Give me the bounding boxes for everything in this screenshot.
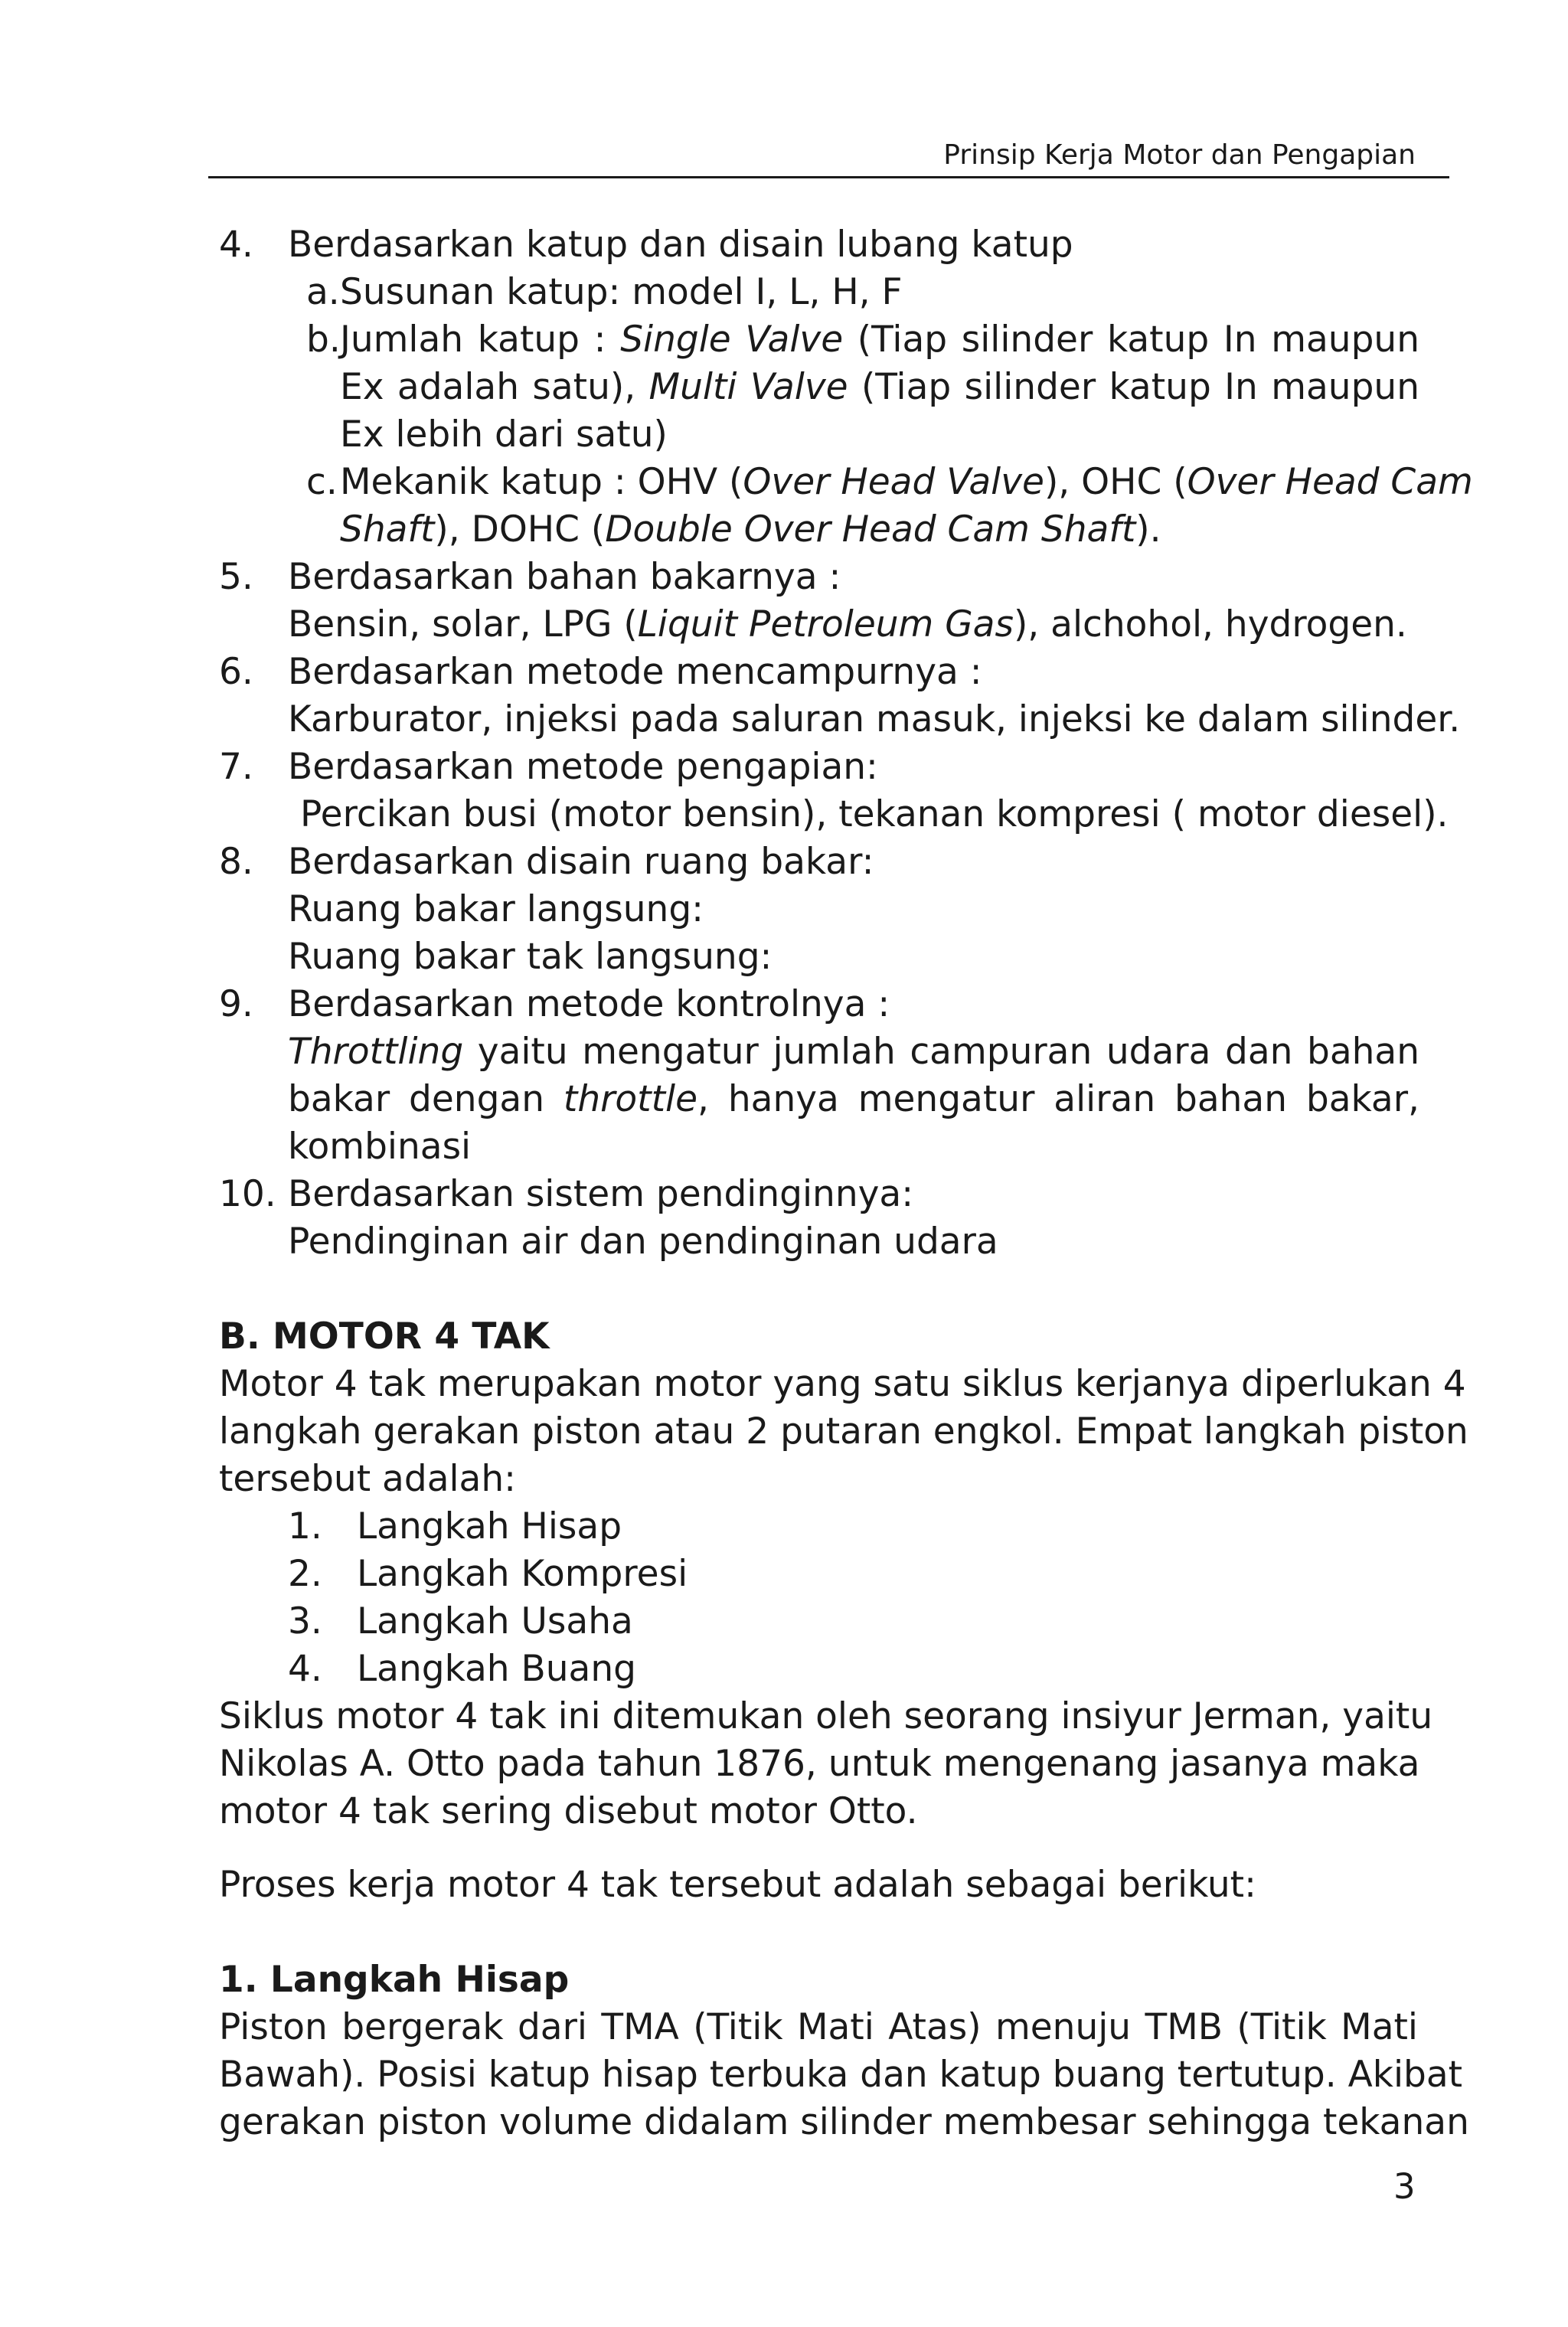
page-number: 3 [1393, 2166, 1416, 2207]
sub-item-text: Mekanik katup : OHV (Over Head Valve), OHC (Over Head Cam [340, 461, 1473, 503]
list-item-text: Pendinginan air dan pendinginan udara [288, 1221, 998, 1263]
page-header [208, 136, 1449, 178]
list-item-text: Berdasarkan sistem pendinginnya: [288, 1173, 914, 1215]
list-number: 9. [219, 983, 253, 1025]
step-number: 2. [288, 1553, 322, 1595]
step-text: Langkah Kompresi [357, 1553, 688, 1595]
list-number: 10. [219, 1173, 276, 1215]
list-item-text: Berdasarkan disain ruang bakar: [288, 841, 874, 883]
paragraph-line: Motor 4 tak merupakan motor yang satu siklus kerjanya diperlukan 4 [219, 1363, 1466, 1405]
list-item-text: Bensin, solar, LPG (Liquit Petroleum Gas), alchohol, hydrogen. [288, 603, 1407, 645]
step-text: Langkah Hisap [357, 1505, 622, 1548]
sub-item-text: Ex lebih dari satu) [340, 413, 668, 456]
list-item-text: Berdasarkan metode pengapian: [288, 746, 878, 788]
list-number: 8. [219, 841, 253, 883]
step-text: Langkah Buang [357, 1648, 636, 1690]
paragraph-line: Siklus motor 4 tak ini ditemukan oleh seorang insiyur Jerman, yaitu [219, 1695, 1433, 1737]
header-title: Prinsip Kerja Motor dan Pengapian [943, 139, 1416, 171]
list-item-text: Percikan busi (motor bensin), tekanan kompresi ( motor diesel). [300, 793, 1449, 835]
sub-marker: c. [306, 461, 338, 503]
step-number: 4. [288, 1648, 322, 1690]
step-text: Langkah Usaha [357, 1600, 633, 1642]
step-number: 3. [288, 1600, 322, 1642]
list-item-text: kombinasi [288, 1126, 472, 1168]
list-item-text: Throttling yaitu mengatur jumlah campuran udara dan bahan [288, 1031, 1419, 1073]
list-number: 4. [219, 224, 253, 266]
section-heading: 1. Langkah Hisap [219, 1959, 570, 2001]
list-item-text: Karburator, injeksi pada saluran masuk, injeksi ke dalam silinder. [288, 698, 1461, 740]
list-item-text: Berdasarkan katup dan disain lubang katup [288, 224, 1073, 266]
list-item-text: Ruang bakar langsung: [288, 888, 704, 930]
sub-item-text: Susunan katup: model I, L, H, F [340, 271, 903, 313]
sub-marker: b. [306, 319, 341, 361]
paragraph-line: langkah gerakan piston atau 2 putaran engkol. Empat langkah piston [219, 1410, 1468, 1453]
list-item-text: Berdasarkan metode kontrolnya : [288, 983, 890, 1025]
sub-item-text: Ex adalah satu), Multi Valve (Tiap silinder katup In maupun [340, 366, 1419, 408]
paragraph-line: Piston bergerak dari TMA (Titik Mati Atas) menuju TMB (Titik Mati [219, 2006, 1418, 2048]
section-heading: B. MOTOR 4 TAK [219, 1315, 550, 1358]
paragraph-line: Proses kerja motor 4 tak tersebut adalah sebagai berikut: [219, 1864, 1256, 1906]
sub-item-text: Jumlah katup : Single Valve (Tiap silinder katup In maupun [340, 319, 1419, 361]
paragraph-line: motor 4 tak sering disebut motor Otto. [219, 1790, 918, 1832]
list-number: 7. [219, 746, 253, 788]
list-number: 5. [219, 556, 253, 598]
paragraph-line: Nikolas A. Otto pada tahun 1876, untuk mengenang jasanya maka [219, 1743, 1420, 1785]
sub-item-text: Shaft), DOHC (Double Over Head Cam Shaft). [340, 508, 1161, 551]
paragraph-line: Bawah). Posisi katup hisap terbuka dan katup buang tertutup. Akibat [219, 2054, 1463, 2096]
list-item-text: Berdasarkan bahan bakarnya : [288, 556, 841, 598]
list-item-text: Ruang bakar tak langsung: [288, 936, 773, 978]
list-item-text: bakar dengan throttle, hanya mengatur aliran bahan bakar, [288, 1078, 1419, 1120]
list-item-text: Berdasarkan metode mencampurnya : [288, 651, 982, 693]
step-number: 1. [288, 1505, 322, 1548]
paragraph-line: tersebut adalah: [219, 1458, 516, 1500]
sub-marker: a. [306, 271, 340, 313]
paragraph-line: gerakan piston volume didalam silinder membesar sehingga tekanan [219, 2101, 1469, 2143]
list-number: 6. [219, 651, 253, 693]
